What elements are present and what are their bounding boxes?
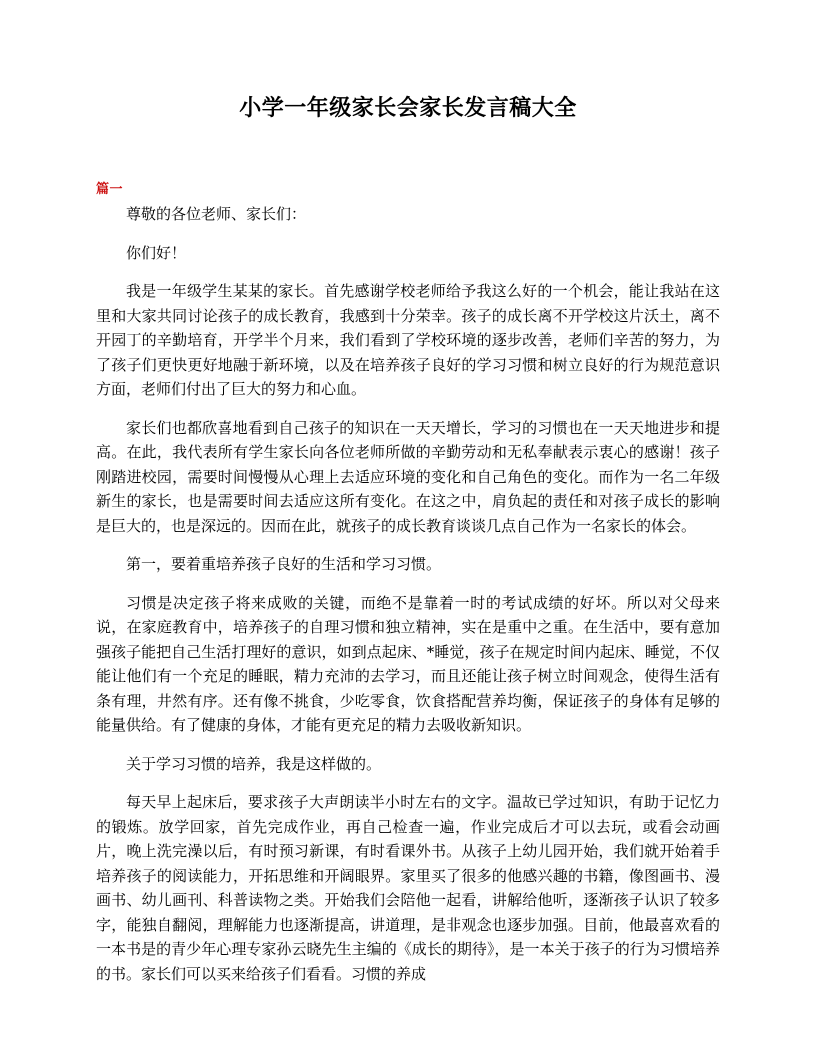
paragraph-habits-detail: 习惯是决定孩子将来成败的关键，而绝不是靠着一时的考试成绩的好坏。所以对父母来说，在家庭教育中，培养孩子的自理习惯和独立精神，实在是重中之重。在生活中，要有意加强孩子能把自己生活打理好的意识，如到点起床、*睡觉，孩子在规定时间内起床、睡觉，不仅能让他们有一个充足的睡眠，精力充沛的去学习，而且还能让孩子树立时间观念，使得生活有条有理，井然有序。还有像不挑食，少吃零食，饮食搭配营养均衡，保证孩子的身体有足够的能量供给。有了健康的身体，才能有更充足的精力去吸收新知识。 [96,593,720,734]
paragraph-salutation: 尊敬的各位老师、家长们： [126,205,307,223]
paragraph-point-one-heading: 第一，要着重培养孩子良好的生活和学习习惯。 [126,555,442,573]
paragraph-greeting: 你们好！ [126,243,187,262]
document-body [96,0,720,986]
paragraph-introduction: 我是一年级学生某某的家长。首先感谢学校老师给予我这么好的一个机会，能让我站在这里和大家共同讨论孩子的成长教育，我感到十分荣幸。孩子的成长离不开学校这片沃土，离不开园丁的辛勤培育，开学半个月来，我们看到了学校环境的逐步改善，老师们辛苦的努力，为了孩子们更快更好地融于新环境，以及在培养孩子良好的学习习惯和树立良好的行为规范意识方面，老师们付出了巨大的努力和心血。 [96,282,720,398]
paragraph-gratitude: 家长们也都欣喜地看到自己孩子的知识在一天天增长，学习的习惯也在一天天地进步和提高。在此，我代表所有学生家长向各位老师所做的辛勤劳动和无私奉献表示衷心的感谢！孩子刚踏进校园，需要时间慢慢从心理上去适应环境的变化和自己角色的变化。而作为一名二年级新生的家长，也是需要时间去适应这所有变化。在这之中，肩负起的责任和对孩子成长的影响是巨大的，也是深远的。因而在此，就孩子的成长教育谈谈几点自己作为一名家长的体会。 [96,418,720,535]
page-title: 小学一年级家长会家长发言稿大全 [239,96,577,121]
paragraph-study-habits-intro: 关于学习习惯的培养，我是这样做的。 [126,754,382,773]
section-marker: 篇一 [96,182,124,197]
paragraph-daily-routine: 每天早上起床后，要求孩子大声朗读半小时左右的文字。温故已学过知识，有助于记忆力的锻炼。放学回家，首先完成作业，再自己检查一遍，作业完成后才可以去玩，或看会动画片，晚上洗完澡以后，有时预习新课，有时看课外书。从孩子上幼儿园开始，我们就开始着手培养孩子的阅读能力，开拓思维和开阔眼界。家里买了很多的他感兴趣的书籍，像图画书、漫画书、幼儿画刊、科普读物之类。开始我们会陪他一起看，讲解给他听，逐渐孩子认识了较多字，能独自翻阅，理解能力也逐渐提高，讲道理，是非观念也逐步加强。目前，他最喜欢看的一本书是的青少年心理专家孙云晓先生主编的《成长的期待》，是一本关于孩子的行为习惯培养的书。家长们可以买来给孩子们看看。习惯的养成 [96,793,720,983]
